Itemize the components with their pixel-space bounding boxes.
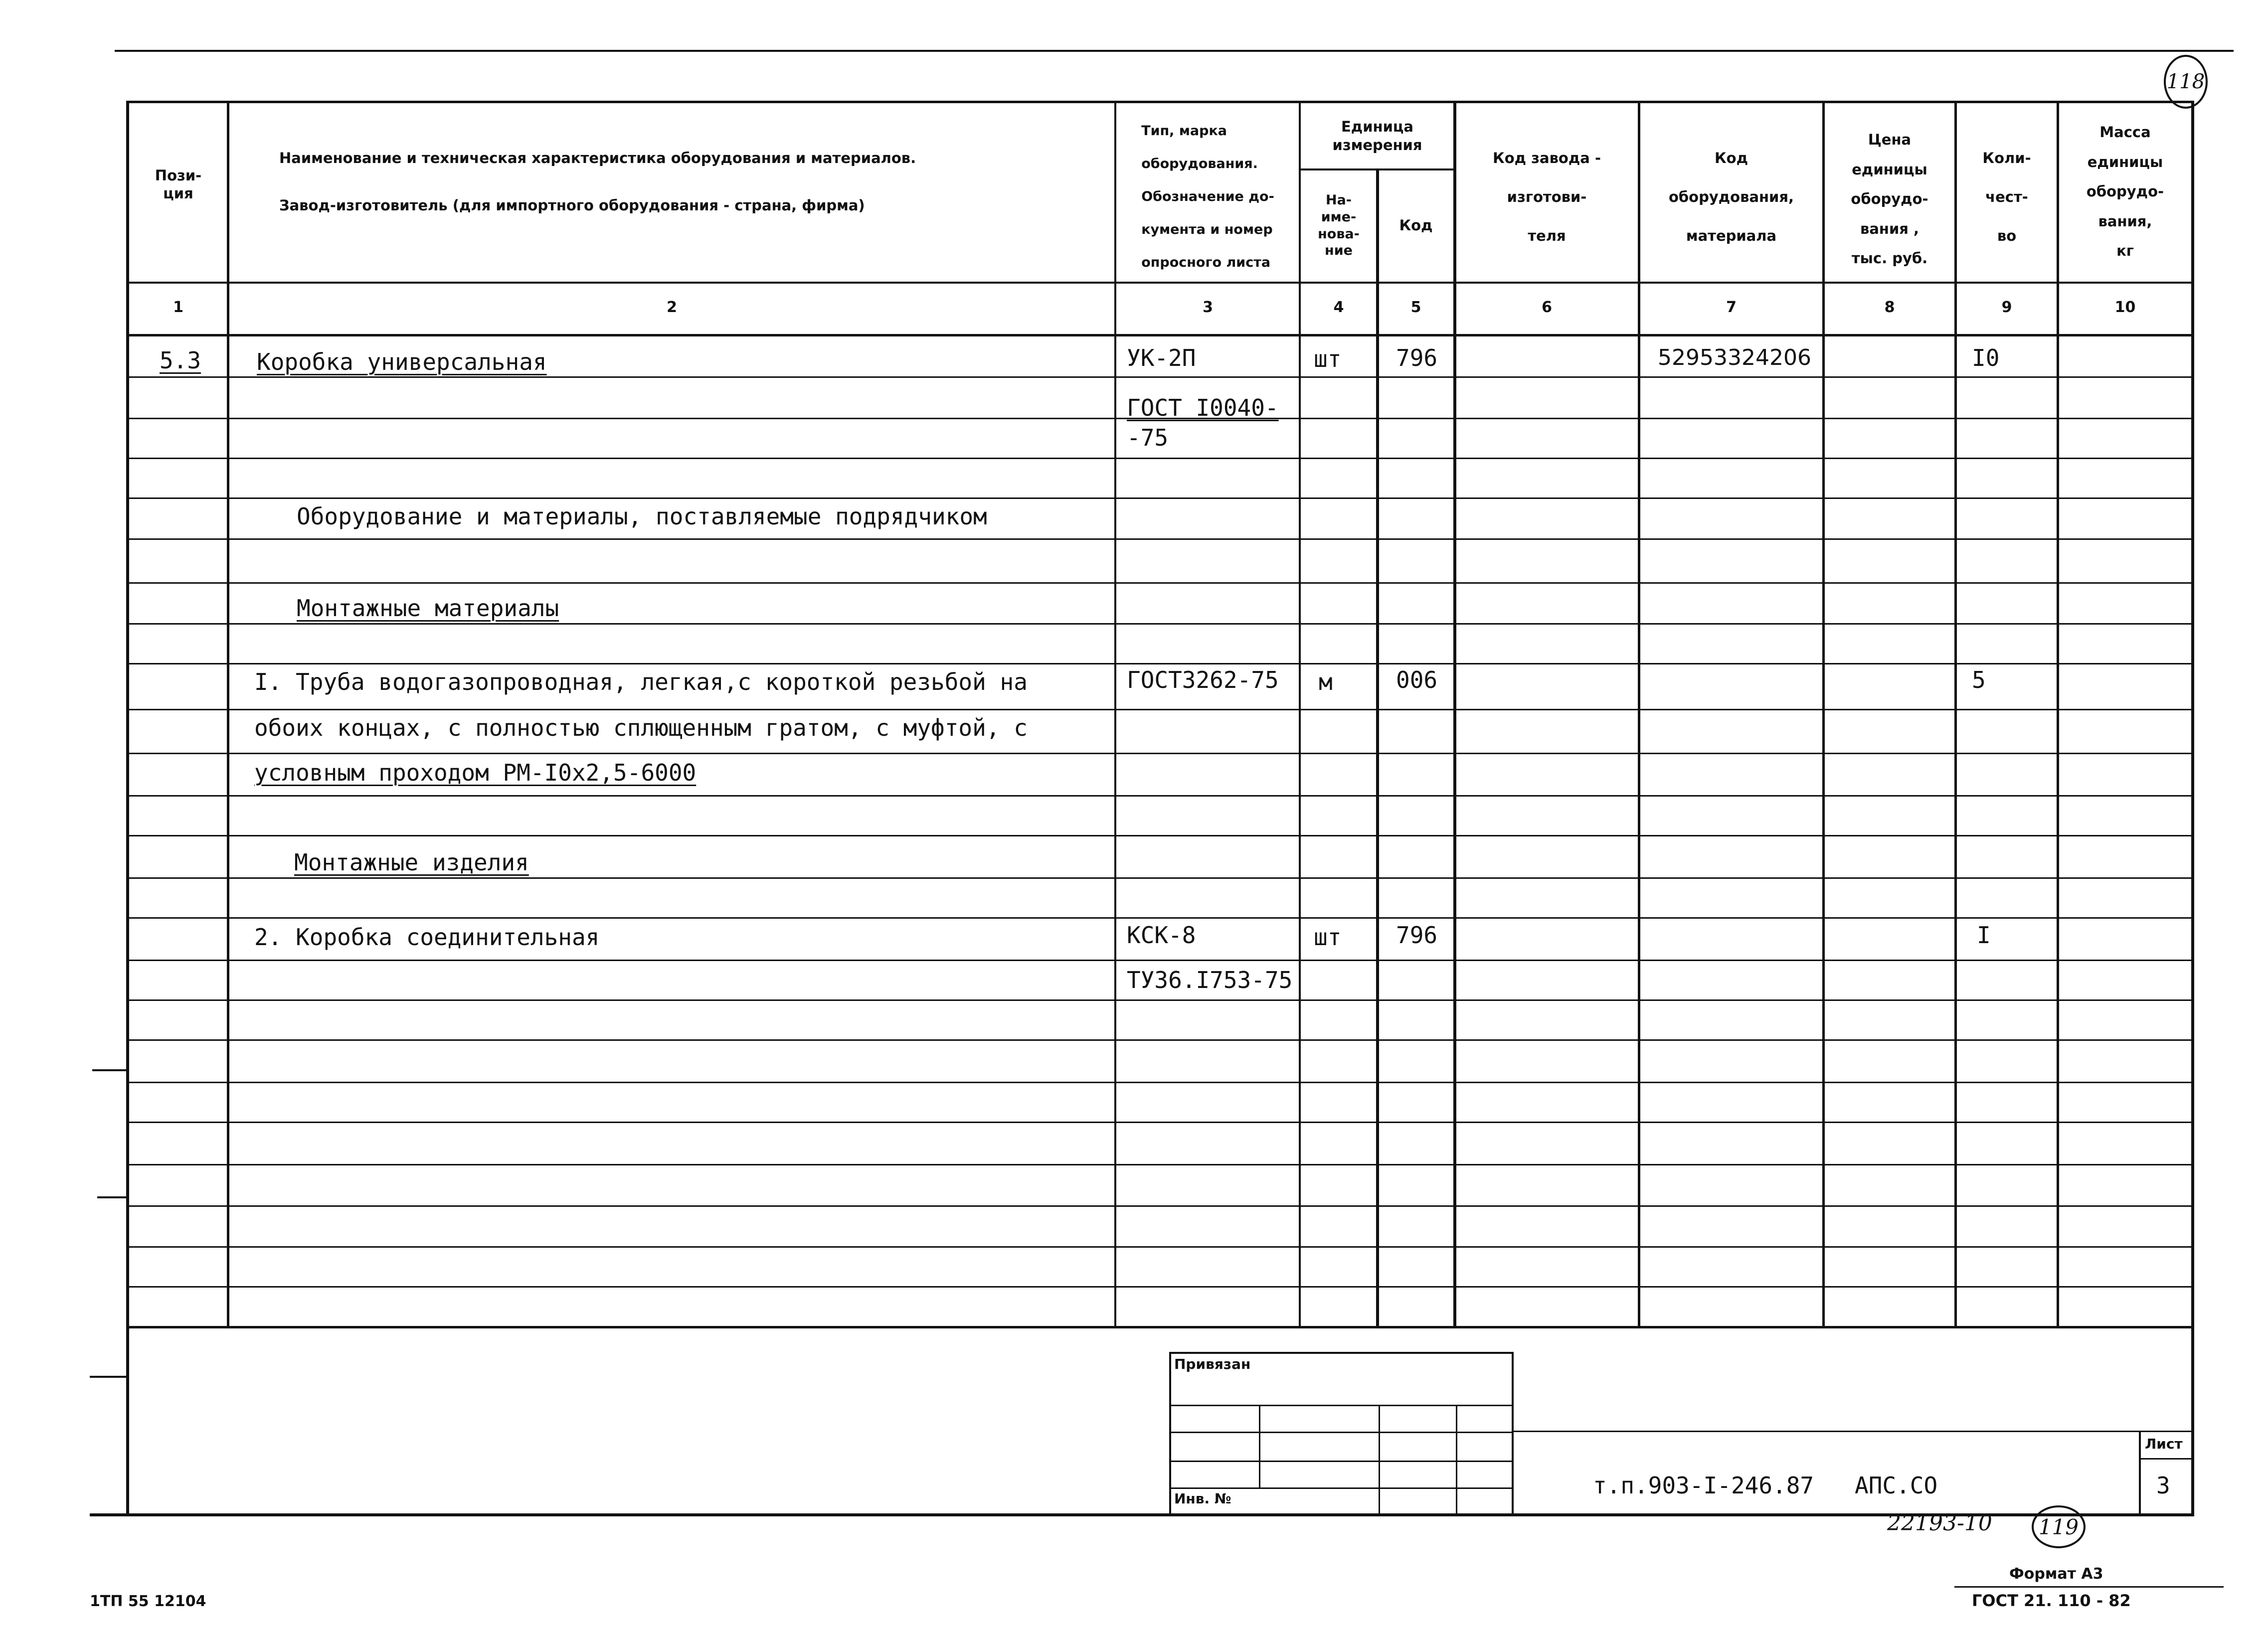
stamp-privyazan: Привязан — [1174, 1356, 1251, 1372]
row-separator — [127, 497, 2194, 499]
table-bottom-border — [90, 1513, 2194, 1516]
sheet-box — [2139, 1431, 2141, 1515]
row-unit: шт — [1314, 345, 1342, 372]
col-line — [227, 101, 229, 1327]
colnum-6: 6 — [1542, 299, 1552, 316]
format-label: Формат А3 — [2009, 1565, 2103, 1583]
header-quantity: Коли- чест- во — [1982, 149, 2031, 245]
section-title: Монтажные изделия — [294, 849, 529, 876]
row-unit: шт — [1314, 924, 1342, 951]
row-separator — [127, 1122, 2194, 1123]
row-type: ГОСТ I0040- — [1127, 394, 1279, 421]
row-quantity: I — [1977, 922, 1991, 949]
col-line — [1299, 101, 1301, 1327]
colnum-1: 1 — [173, 299, 183, 316]
row-separator — [127, 917, 2194, 919]
table-top-border — [127, 101, 2194, 103]
row-separator — [127, 1164, 2194, 1165]
margin-tick — [92, 1069, 127, 1071]
row-separator — [127, 835, 2194, 836]
header-bottom-rule — [127, 282, 2194, 284]
row-name: обоих концах, с полностью сплющенным гратом, с муфтой, с — [254, 714, 1028, 741]
gost-label: ГОСТ 21. 110 - 82 — [1972, 1591, 2131, 1610]
row-name: 2. Коробка соединительная — [254, 924, 600, 951]
row-separator — [127, 1205, 2194, 1207]
row-type: -75 — [1127, 424, 1169, 451]
header-unit-code: Код — [1399, 217, 1433, 234]
header-position: Пози- ция — [155, 166, 202, 202]
row-separator — [127, 999, 2194, 1001]
header-equipment-code: Код оборудования, материала — [1668, 149, 1794, 245]
col-line — [1114, 101, 1116, 1327]
colnum-bottom-rule — [127, 334, 2194, 336]
row-separator — [127, 538, 2194, 540]
left-code: 1ТП 55 12104 — [90, 1593, 206, 1610]
margin-tick — [97, 1196, 127, 1198]
row-unit-code: 006 — [1396, 666, 1438, 693]
section-title: Оборудование и материалы, поставляемые подрядчиком — [297, 503, 987, 530]
table-left-border — [126, 101, 129, 1516]
row-separator — [127, 1286, 2194, 1288]
row-separator — [127, 1246, 2194, 1248]
colnum-4: 4 — [1333, 299, 1344, 316]
stamp-box — [1169, 1352, 1513, 1354]
col-line — [1453, 101, 1456, 1327]
header-name-line1: Наименование и техническая характеристика оборудования и материалов. — [279, 150, 916, 166]
row-type: УК-2П — [1127, 344, 1196, 371]
colnum-8: 8 — [1884, 299, 1895, 316]
row-type: КСК-8 — [1127, 922, 1196, 949]
row-separator — [127, 753, 2194, 754]
colnum-7: 7 — [1726, 299, 1737, 316]
sheet-label: Лист — [2145, 1436, 2183, 1452]
row-separator — [127, 877, 2194, 879]
row-separator — [127, 960, 2194, 961]
header-name-line2: Завод-изготовитель (для импортного оборудования - страна, фирма) — [279, 197, 865, 214]
row-separator — [127, 623, 2194, 625]
row-position: 5.3 — [160, 347, 201, 374]
row-name: I. Труба водогазопроводная, легкая,с короткой резьбой на — [254, 668, 1028, 695]
col-line — [1376, 169, 1379, 1327]
row-separator — [127, 1039, 2194, 1041]
row-separator — [127, 795, 2194, 797]
header-type: Тип, марка оборудования. Обозначение до- кумента и номер опросного листа — [1141, 123, 1274, 271]
row-unit-code: 796 — [1396, 344, 1438, 371]
stamp-row — [1169, 1487, 1513, 1489]
stamp-box — [1512, 1352, 1514, 1515]
row-separator — [127, 458, 2194, 459]
footer-rule — [1954, 1586, 2224, 1588]
document-code: АПС.СО — [1855, 1472, 1938, 1499]
col-line — [1954, 101, 1957, 1327]
header-mass: Масса единицы оборудо- вания, кг — [2086, 124, 2164, 260]
stamp-inv: Инв. № — [1174, 1490, 1231, 1507]
stamp-row — [1169, 1432, 1513, 1433]
header-unit-name: На- име- нова- ние — [1318, 192, 1360, 259]
header-unit: Единица измерения — [1332, 118, 1422, 154]
body-bottom-rule — [127, 1326, 2194, 1328]
col-line — [1822, 101, 1825, 1327]
row-unit-code: 796 — [1396, 922, 1438, 949]
row-quantity: I0 — [1972, 344, 2000, 371]
col-line — [2057, 101, 2059, 1327]
col-line — [1638, 101, 1640, 1327]
colnum-10: 10 — [2114, 299, 2136, 316]
header-factory-code: Код завода - изготови- теля — [1493, 149, 1601, 245]
unit-subheader-rule — [1299, 168, 1456, 170]
title-block-rule — [1513, 1431, 2194, 1432]
row-name: Коробка универсальная — [257, 348, 547, 375]
row-separator — [127, 582, 2194, 584]
row-separator — [127, 709, 2194, 710]
margin-tick — [90, 1376, 127, 1378]
sheet-box — [2139, 1458, 2194, 1460]
top-circled-number: 118 — [2164, 55, 2208, 109]
colnum-2: 2 — [667, 299, 677, 316]
circled-number: 119 — [2032, 1505, 2086, 1548]
stamp-col — [1259, 1405, 1260, 1488]
stamp-col — [1379, 1405, 1380, 1515]
row-separator — [127, 663, 2194, 664]
row-material-code: 52953324206 — [1658, 345, 1811, 370]
sheet-number: 3 — [2156, 1472, 2170, 1499]
table-right-border — [2191, 101, 2194, 1516]
colnum-5: 5 — [1410, 299, 1421, 316]
top-rule — [115, 50, 2234, 52]
row-type: ГОСТ3262-75 — [1127, 666, 1279, 693]
colnum-9: 9 — [2001, 299, 2012, 316]
stamp-col — [1456, 1405, 1457, 1515]
row-type: ТУ36.I753-75 — [1127, 967, 1293, 993]
row-separator — [127, 1082, 2194, 1083]
colnum-3: 3 — [1203, 299, 1213, 316]
row-quantity: 5 — [1972, 666, 1986, 693]
section-title: Монтажные материалы — [297, 595, 559, 622]
stamp-row — [1169, 1405, 1513, 1406]
handwritten-number: 22193-10 — [1887, 1510, 1992, 1536]
document-number: т.п.903-I-246.87 — [1593, 1472, 1814, 1499]
header-price: Цена единицы оборудо- вания , тыс. руб. — [1851, 131, 1928, 267]
row-unit: м — [1319, 668, 1333, 695]
row-separator — [127, 376, 2194, 378]
stamp-row — [1169, 1461, 1513, 1462]
row-name: условным проходом РМ-I0х2,5-6000 — [254, 759, 697, 786]
stamp-box — [1169, 1352, 1171, 1515]
